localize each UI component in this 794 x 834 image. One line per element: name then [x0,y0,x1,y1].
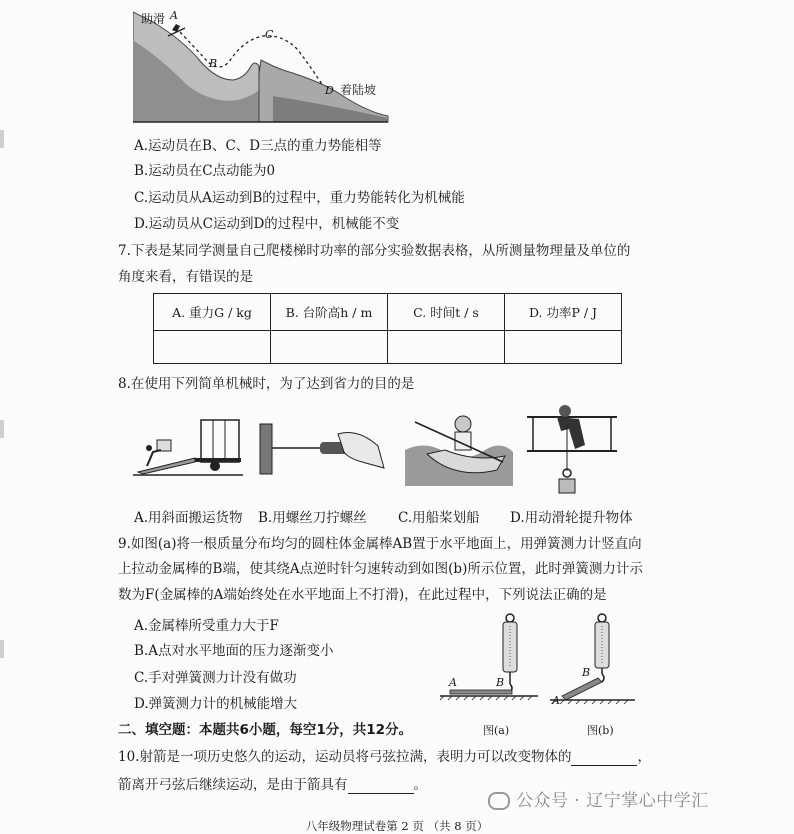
label-assist: 助滑 [141,12,166,26]
table-header-cell: D. 功率P / J [505,294,622,331]
watermark [488,786,709,811]
q10-text-2: 箭离开弓弦后继续运动，是由于箭具有 [118,777,348,793]
table-cell [388,331,505,364]
q7-data-table [153,293,622,364]
screwdriver-image [258,418,386,478]
binding-mark [0,420,4,438]
q10-text-1: 10.射箭是一项历史悠久的运动，运动员将弓弦拉满，表明力可以改变物体的 [118,749,572,765]
page-footer: 八年级物理试卷第 2 页 （共 8 页） [305,819,489,833]
fig-a-point-a: A [449,676,457,689]
point-a-label: A [170,9,178,22]
section-2-title: 二、填空题：本题共6小题，每空1分，共12分。 [118,722,413,738]
label-landing-slope: 着陆坡 [340,83,377,97]
q8-option-d: D.用动滑轮提升物体 [510,510,633,526]
q10-punct-2: 。 [413,777,427,793]
wechat-icon [488,792,510,810]
table-header-cell: B. 台阶高h / m [271,294,388,331]
fig-b-caption: 图(b) [587,724,614,737]
q10-punct-1: ， [637,749,651,765]
q9-stem-line2: 上拉动金属棒的B端，使其绕A点逆时针匀速转动到如图(b)所示位置，此时弹簧测力计示 [118,561,643,577]
fig-b-point-a: A [552,694,560,707]
rowing-boat-image [405,410,513,486]
point-c-label: C [265,28,274,41]
q9-stem-line3: 数为F(金属棒的A端始终处在水平地面上不打滑)，在此过程中，下列说法正确的是 [118,587,607,603]
figure-a-spring-scale [440,612,540,712]
binding-mark [0,640,4,658]
figure-b-spring-scale [550,612,635,712]
q9-option-c: C.手对弹簧测力计没有做功 [134,670,297,686]
watermark-text: 公众号 · 辽宁掌心中学汇 [516,791,709,811]
table-cell [154,331,271,364]
q9-option-b: B.A点对水平地面的压力逐渐变小 [134,643,334,659]
table-cell [505,331,622,364]
q6-option-d: D.运动员从C运动到D的过程中，机械能不变 [134,216,400,232]
fig-a-caption: 图(a) [483,724,510,737]
table-cell [271,331,388,364]
q8-option-b: B.用螺丝刀拧螺丝 [258,510,367,526]
q10-line2 [118,776,427,794]
table-header-cell: A. 重力G / kg [154,294,271,331]
q9-stem-line1: 9.如图(a)将一根质量分布均匀的圆柱体金属棒AB置于水平地面上，用弹簧测力计竖直向 [118,536,642,552]
q9-option-d: D.弹簧测力计的机械能增大 [134,696,298,712]
q8-option-c: C.用船桨划船 [398,510,480,526]
answer-blank[interactable] [571,751,637,766]
fig-a-point-b: B [496,676,505,689]
q6-option-a: A.运动员在B、C、D三点的重力势能相等 [134,138,382,154]
table-header-cell: C. 时间t / s [388,294,505,331]
pulley-worker-image [527,405,617,497]
q10-line1 [118,748,651,766]
q7-stem-line2: 角度来看，有错误的是 [118,269,253,285]
q7-stem-line1: 7.下表是某同学测量自己爬楼梯时功率的部分实验数据表格，从所测量物理量及单位的 [118,243,631,259]
q8-option-a: A.用斜面搬运货物 [134,510,243,526]
q8-stem: 8.在使用下列简单机械时，为了达到省力的目的是 [118,376,415,392]
incline-cart-image [133,418,243,478]
q9-option-a: A.金属棒所受重力大于F [134,618,279,634]
answer-blank[interactable] [348,779,414,794]
point-b-label: B [209,57,218,70]
q6-option-b: B.运动员在C点动能为0 [134,163,276,179]
binding-mark [0,130,4,148]
point-d-label: D [325,84,334,97]
fig-b-point-b: B [582,666,591,679]
q6-option-c: C.运动员从A运动到B的过程中，重力势能转化为机械能 [134,190,465,206]
